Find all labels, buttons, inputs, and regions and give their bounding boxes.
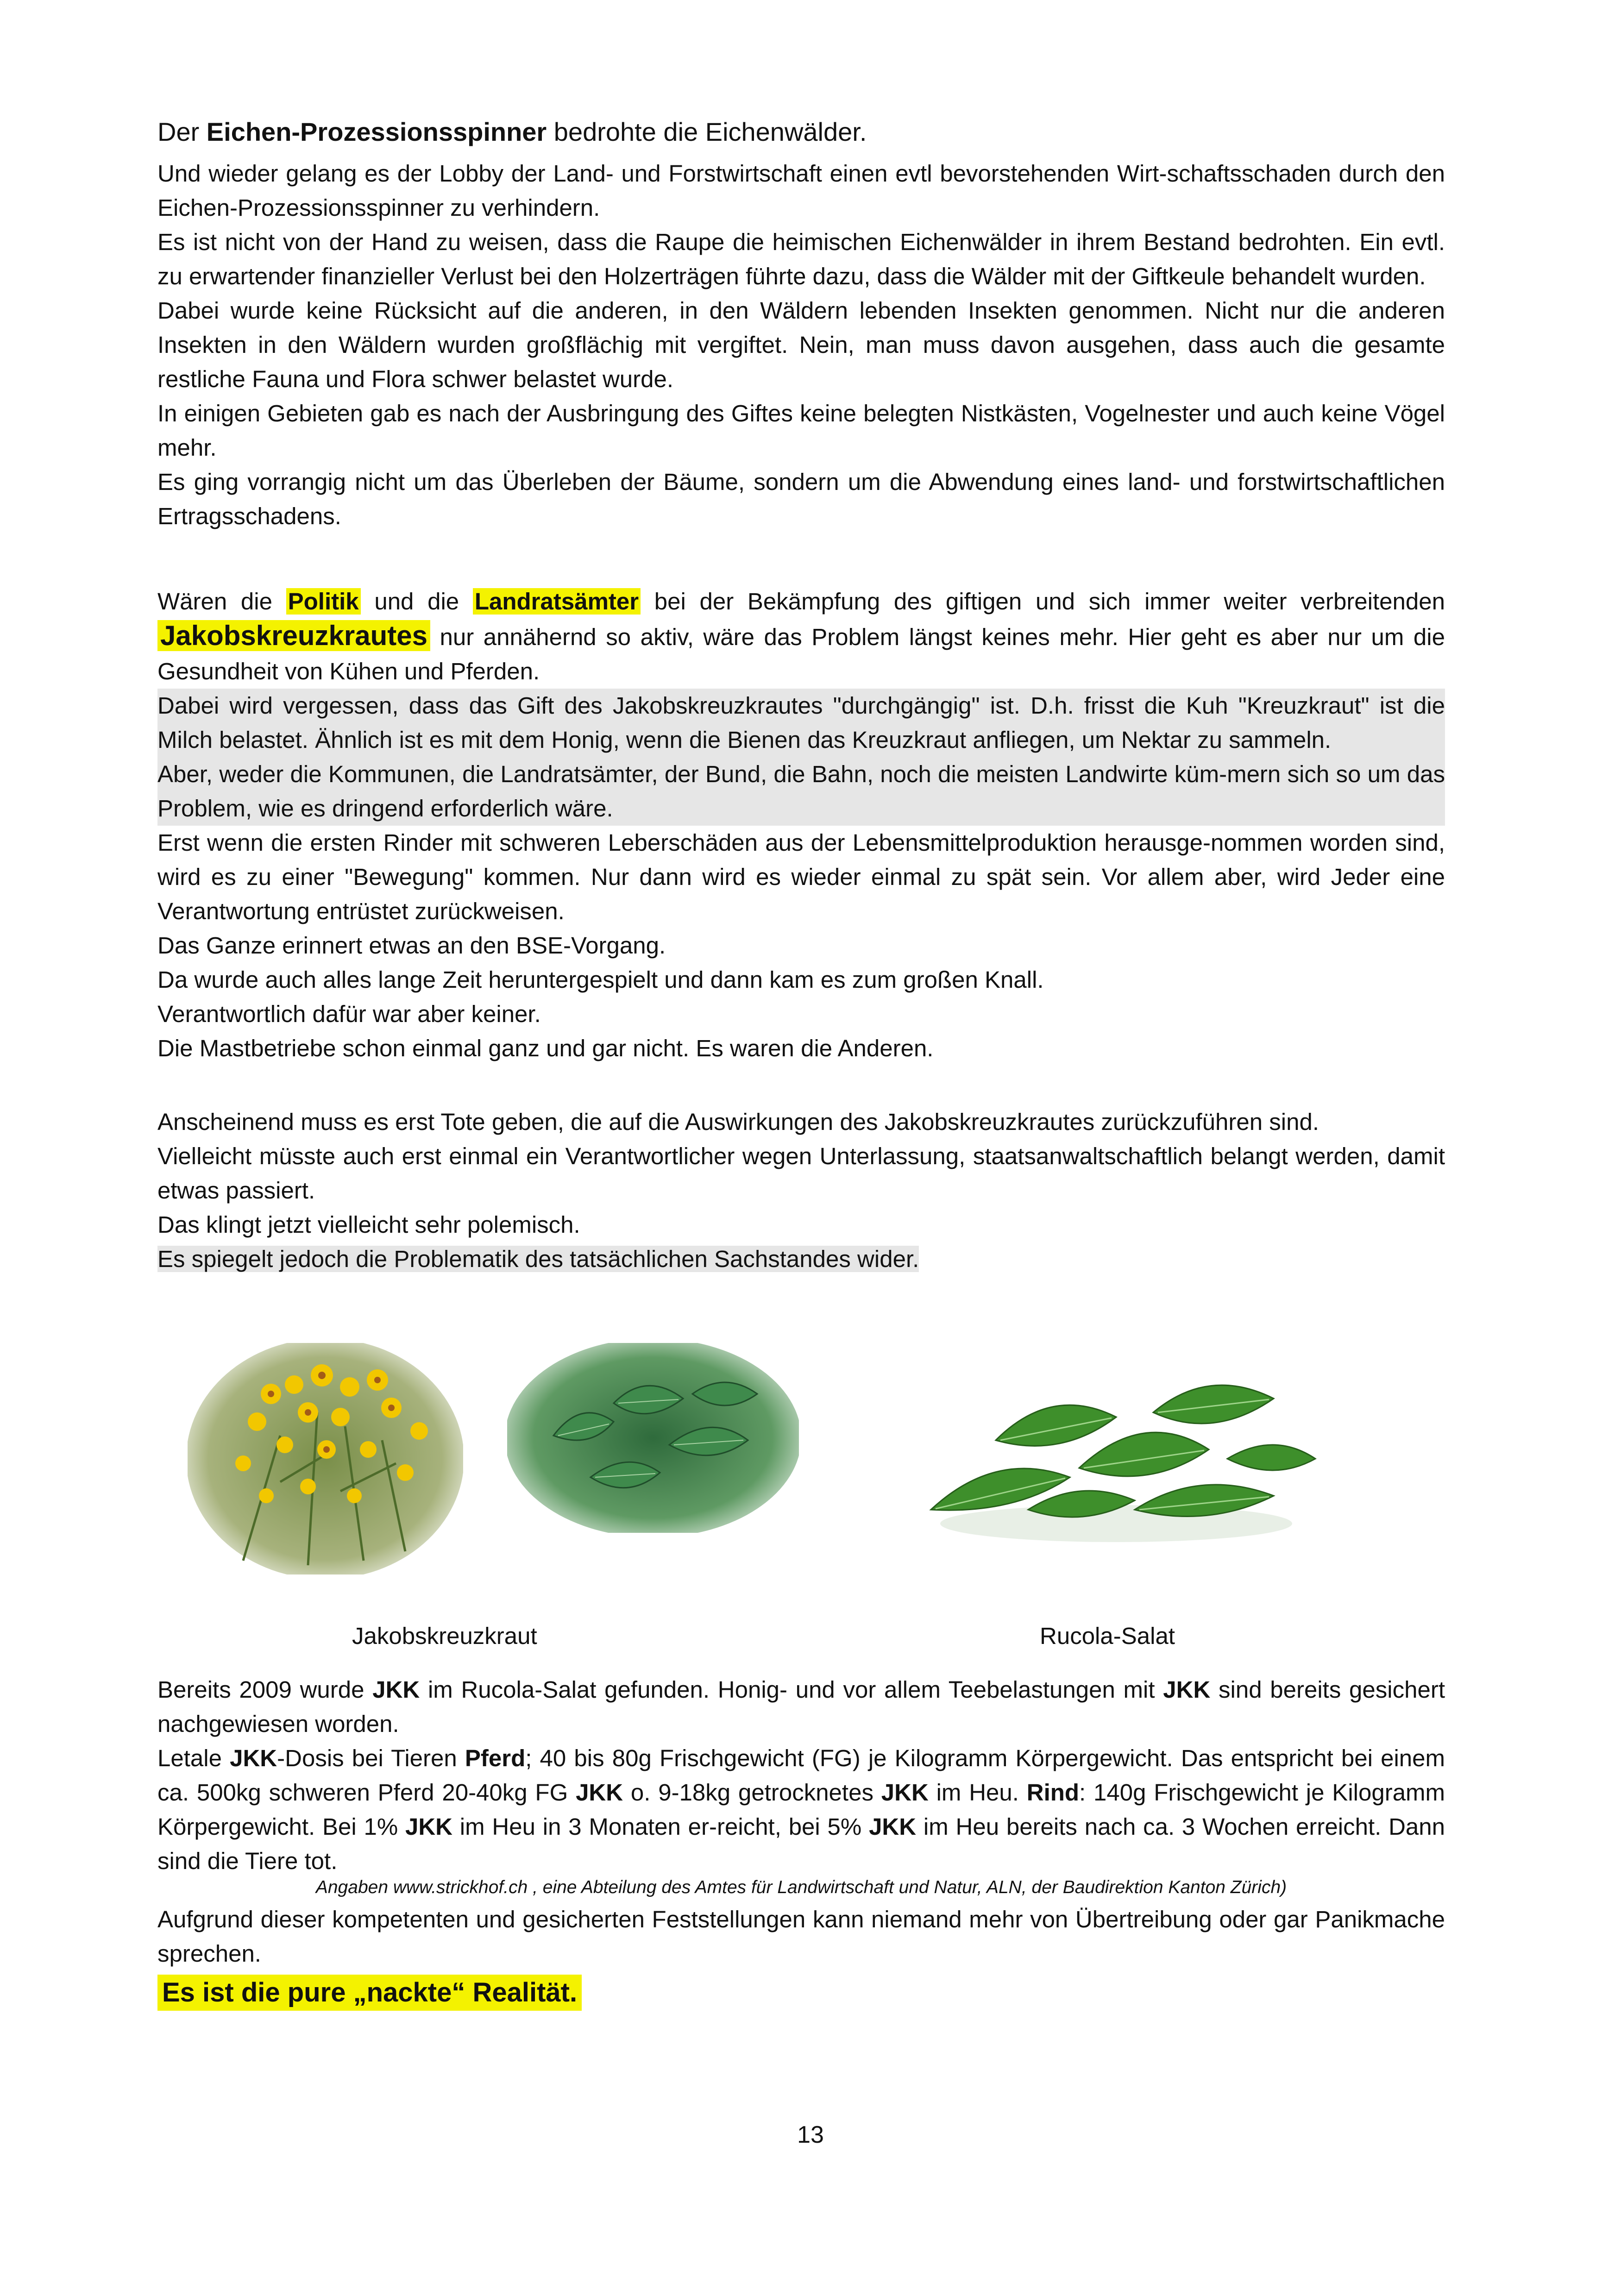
leaves-illustration	[507, 1343, 799, 1533]
paragraph: Vielleicht müsste auch erst einmal ein Verantwortlicher wegen Unterlassung, staatsanwaltschaftlich belangt werden, damit etwas passiert.	[157, 1143, 1445, 1204]
shaded-paragraph: Dabei wird vergessen, dass das Gift des Jakobskreuzkrautes "durchgängig" ist. D.h. frisst die Kuh "Kreuzkraut" ist die Milch belastet. Ähnlich ist es mit dem Honig, wenn die Bienen das Kreuzkraut anfliegen, um Nektar zu sammeln.	[157, 689, 1445, 757]
text: Bereits 2009 wurde	[157, 1676, 373, 1703]
text: im Heu bereits nach ca. 3 Wochen erreicht. Dann sind die Tiere tot.	[157, 1813, 1445, 1874]
source-note: Angaben www.strickhof.ch , eine Abteilung des Amtes für Landwirtschaft und Natur, ALN, der Baudirektion Kanton Zürich)	[315, 1877, 1287, 1897]
text-bold: JKK	[230, 1745, 277, 1771]
heading-pre: Der	[157, 117, 207, 146]
highlight-landratsaemter: Landratsämter	[473, 588, 641, 615]
text: und die	[360, 588, 473, 615]
text: im Heu in 3 Monaten er-reicht, bei 5%	[452, 1813, 869, 1840]
section-heading	[157, 116, 867, 148]
paragraph	[157, 1673, 1445, 1741]
paragraph: Da wurde auch alles lange Zeit heruntergespielt und dann kam es zum großen Knall.	[157, 966, 1044, 993]
text: sind bereits gesichert nachgewiesen worden.	[157, 1676, 1445, 1737]
caption-jakobskreuzkraut: Jakobskreuzkraut	[352, 1623, 537, 1649]
paragraph: Anscheinend muss es erst Tote geben, die auf die Auswirkungen des Jakobskreuzkrautes zurückzuführen sind.	[157, 1109, 1319, 1135]
section-jakobskreuzkraut	[157, 584, 1445, 1066]
text: Wären die	[157, 588, 286, 615]
paragraph	[157, 1741, 1445, 1878]
paragraph: Erst wenn die ersten Rinder mit schweren Leberschäden aus der Lebensmittelproduktion herausge-nommen worden sind, wird es zu einer "Bewegung" kommen. Nur dann wird es wieder einmal zu spät sein. Vor allem aber, wird Jeder eine Verantwortung entrüstet zurückweisen.	[157, 829, 1445, 924]
text: bei der Bekämpfung des giftigen und sich immer weiter verbreitenden	[641, 588, 1445, 615]
heading-bold: Eichen-Prozessionsspinner	[206, 117, 547, 146]
section-eichen	[157, 157, 1445, 533]
paragraph: Aufgrund dieser kompetenten und gesicherten Feststellungen kann niemand mehr von Übertreibung oder gar Panikmache sprechen.	[157, 1906, 1445, 1967]
jakobskreuzkraut-flower-photo	[188, 1343, 463, 1575]
page-number: 13	[797, 2121, 824, 2148]
text: im Heu.	[928, 1779, 1027, 1806]
shaded-text: Es spiegelt jedoch die Problematik des tatsächlichen Sachstandes wider.	[157, 1246, 919, 1272]
rucola-salat-photo	[875, 1357, 1338, 1547]
paragraph: Und wieder gelang es der Lobby der Land- und Forstwirtschaft einen evtl bevorstehenden Wirt-schaftsschaden durch den Eichen-Prozessionsspinner zu verhindern.	[157, 160, 1445, 221]
paragraph	[157, 584, 1445, 689]
text-bold: Rind	[1026, 1779, 1080, 1806]
section-jkk-dosis	[157, 1673, 1445, 1878]
text: nur annähernd so aktiv, wäre das Problem längst keines mehr. Hier geht es aber nur um die Gesundheit von Kühen und Pferden.	[157, 624, 1445, 684]
final-highlight-statement: Es ist die pure „nackte“ Realität.	[157, 1975, 582, 2011]
paragraph: Dabei wurde keine Rücksicht auf die anderen, in den Wäldern lebenden Insekten genommen. Nicht nur die anderen Insekten in den Wäldern wurden großflächig mit vergiftet. Nein, man muss davon ausgehen, dass auch die gesamte restliche Fauna und Flora schwer belastet wurde.	[157, 297, 1445, 392]
text-bold: JKK	[576, 1779, 623, 1806]
caption-rucola-salat: Rucola-Salat	[1040, 1623, 1175, 1649]
text: Letale	[157, 1745, 230, 1771]
paragraph: Es ging vorrangig nicht um das Überleben der Bäume, sondern um die Abwendung eines land- und forstwirtschaftlichen Ertragsschadens.	[157, 469, 1445, 529]
paragraph: Das klingt jetzt vielleicht sehr polemisch.	[157, 1211, 580, 1238]
paragraph: Es ist nicht von der Hand zu weisen, dass die Raupe die heimischen Eichenwälder in ihrem Bestand bedrohten. Ein evtl. zu erwartender finanzieller Verlust bei den Holzerträgen führte dazu, dass die Wälder mit der Giftkeule behandelt wurden.	[157, 229, 1445, 289]
text-bold: JKK	[1163, 1676, 1211, 1703]
text: o. 9-18kg getrocknetes	[623, 1779, 881, 1806]
text-bold: JKK	[372, 1676, 420, 1703]
text: ; 40 bis 80g Frischgewicht (FG) je Kilogramm Körpergewicht. Das entspricht bei einem ca. 500kg schweren Pferd 20-40kg FG	[157, 1745, 1445, 1806]
text: -Dosis bei Tieren	[277, 1745, 465, 1771]
section-tote	[157, 1105, 1445, 1276]
text-bold: JKK	[881, 1779, 929, 1806]
text: im Rucola-Salat gefunden. Honig- und vor allem Teebelastungen mit	[420, 1676, 1163, 1703]
paragraph: Die Mastbetriebe schon einmal ganz und gar nicht. Es waren die Anderen.	[157, 1035, 934, 1061]
rucola-illustration	[875, 1357, 1338, 1547]
highlight-politik: Politik	[286, 588, 361, 615]
shaded-paragraph: Aber, weder die Kommunen, die Landratsämter, der Bund, die Bahn, noch die meisten Landwirte küm-mern sich so um das Problem, wie es dringend erforderlich wäre.	[157, 757, 1445, 826]
paragraph: In einigen Gebieten gab es nach der Ausbringung des Giftes keine belegten Nistkästen, Vogelnester und auch keine Vögel mehr.	[157, 400, 1445, 461]
paragraph: Verantwortlich dafür war aber keiner.	[157, 1001, 541, 1027]
paragraph: Das Ganze erinnert etwas an den BSE-Vorgang.	[157, 932, 666, 959]
closing-paragraph	[157, 1902, 1445, 1971]
text-bold: JKK	[405, 1813, 453, 1840]
flower-illustration	[188, 1343, 463, 1575]
text-bold: Pferd	[465, 1745, 526, 1771]
text-bold: JKK	[869, 1813, 917, 1840]
highlight-jakobskreuzkrautes: Jakobskreuzkrautes	[157, 620, 430, 651]
jakobskreuzkraut-leaves-photo	[507, 1343, 799, 1533]
heading-post: bedrohte die Eichenwälder.	[547, 117, 867, 146]
shaded-paragraph	[157, 1242, 1445, 1276]
text: : 140g Frischgewicht je Kilogramm Körpergewicht. Bei 1%	[157, 1779, 1445, 1840]
